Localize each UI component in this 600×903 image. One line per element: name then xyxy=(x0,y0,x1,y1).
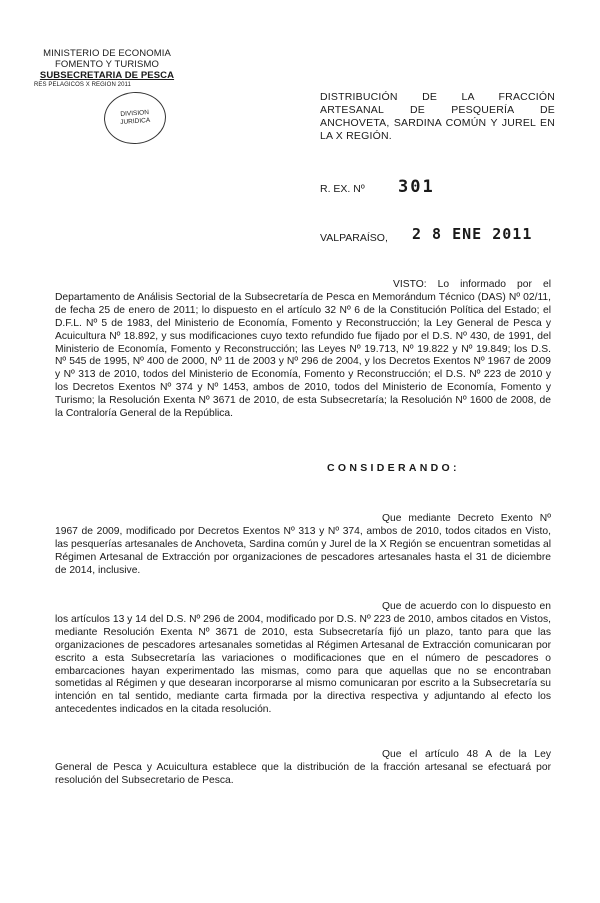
considerando-paragraph-1: Que mediante Decreto Exento Nº 1967 de 2009, modificado por Decretos Exentos Nº 313 y Nº 374, ambos de 2010, todos citados en Visto, las pesquerías artesanales de Anchoveta, Sardina común y Jurel de la X Región se encuentran sometidas al Régimen Artesanal de Extracción por organizaciones de pescadores artesanales hasta el 31 de diciembre de 2014, inclusive. xyxy=(55,513,551,576)
letterhead-ministry: MINISTERIO DE ECONOMIA xyxy=(43,48,171,59)
stamp-line-1: DIVISION xyxy=(120,109,150,118)
division-juridica-stamp xyxy=(102,90,167,146)
visto-paragraph: VISTO: Lo informado por el Departamento de Análisis Sectorial de la Subsecretaría de Pesca en Memorándum Técnico (DAS) Nº 02/11, de fecha 25 de enero de 2011; lo dispuesto en el artículo 32 Nº 6 de la Constitución Política del Estado; el D.F.L. Nº 5 de 1983, del Ministerio de Economía, Fomento y Reconstrucción; la Ley General de Pesca y Acuicultura Nº 18.892, y sus modificaciones cuyo texto refundido fue fijado por el D.S. Nº 430, de 1991, del Ministerio de Economía, Fomento y Reconstrucción; las Leyes Nº 19.713, Nº 19.822 y Nº 19.849; los D.S. Nº 545 de 1995, Nº 400 de 2000, Nº 11 de 2003 y Nº 296 de 2004, y los Decretos Exentos Nº 1967 de 2009 y Nº 313 de 2010, todos del Ministerio de Economía, Fomento y Reconstrucción; el D.S. Nº 223 de 2010 y los Decretos Exentos Nº 374 y Nº 1453, ambos de 2010, todos del Ministerio de Economía, Fomento y Turismo; la Resolución Exenta Nº 3671 de 2010, de esta Subsecretaría; la Resolución Nº 1600 de 2008, de la Contraloría General de la República. xyxy=(55,279,551,420)
reference-number: 301 xyxy=(398,177,435,197)
date-stamp: 2 8 ENE 2011 xyxy=(412,225,533,243)
place-date-line xyxy=(320,225,560,247)
letterhead-subsecretaria: SUBSECRETARIA DE PESCA xyxy=(39,70,175,81)
letterhead-ministry-cont: FOMENTO Y TURISMO xyxy=(55,59,159,70)
considerando-paragraph-3: Que el artículo 48 A de la Ley General de Pesca y Acuicultura establece que la distribución de la fracción artesanal se efectuará por resolución del Subsecretario de Pesca. xyxy=(55,749,551,786)
document-subject: DISTRIBUCIÓN DE LA FRACCIÓN ARTESANAL DE PESQUERÍA DE ANCHOVETA, SARDINA COMÚN Y JUREL EN LA X REGIÓN. xyxy=(320,91,555,142)
letterhead-file-code: RES PELAGICOS X REGION 2011 xyxy=(34,82,131,88)
stamp-line-2: JURIDICA xyxy=(120,116,151,127)
place-label: VALPARAÍSO, xyxy=(320,232,388,244)
considerando-heading: CONSIDERANDO: xyxy=(327,462,460,474)
letterhead xyxy=(32,48,182,89)
reference-label: R. EX. Nº xyxy=(320,183,365,195)
reference-line xyxy=(320,178,560,198)
considerando-paragraph-2: Que de acuerdo con lo dispuesto en los artículos 13 y 14 del D.S. Nº 296 de 2004, modificado por D.S. Nº 223 de 2010, ambos citados en Vistos, mediante Resolución Exenta Nº 3671 de 2010, esta Subsecretaría fijó un plazo, tanto para que las organizaciones de pescadores artesanales sometidas al Régimen Artesanal de Extracción comunicaran por escrito a esta Subsecretaría las variaciones o modificaciones que en el número de pescadores o embarcaciones hayan experimentado las mismas, como para que aquellas que no se encontraban sometidas al Régimen y que desearan incorporarse al mismo comunicaran por escrito a la Subsecretaría su intención en tal sentido, mediante carta firmada por la directiva respectiva y adjuntando al efecto los antecedentes indicados en la citada resolución. xyxy=(55,601,551,716)
